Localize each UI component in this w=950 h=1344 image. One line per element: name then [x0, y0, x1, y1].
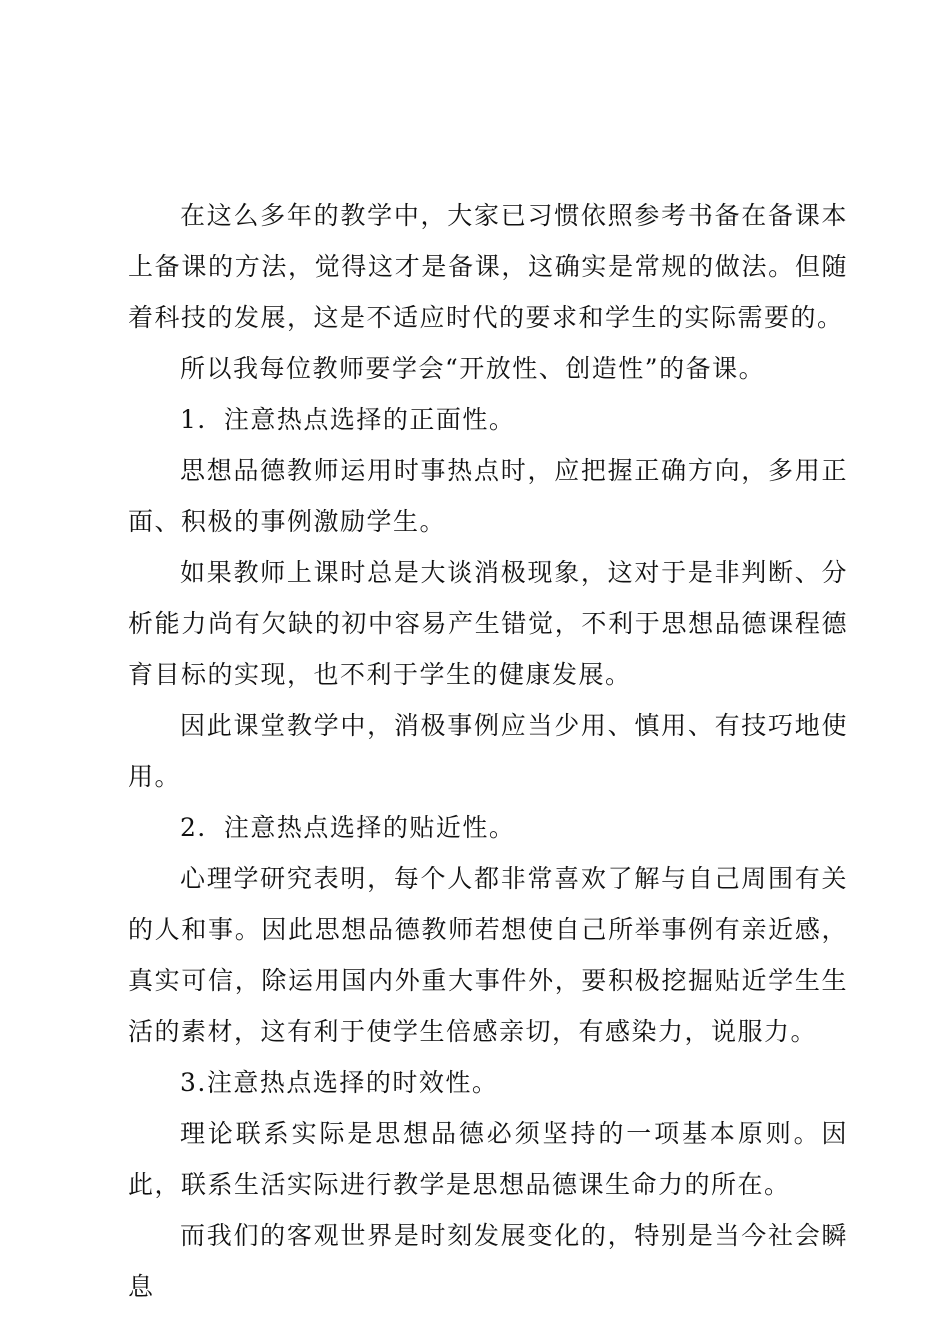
paragraph-use-negatives-carefully: 因此课堂教学中，消极事例应当少用、慎用、有技巧地使用。 [128, 711, 848, 791]
heading-timeliness: 3.注意热点选择的时效性。 [180, 1068, 499, 1097]
paragraph-open-creative-prep: 所以我每位教师要学会“开放性、创造性”的备课。 [180, 354, 766, 383]
heading-positivity: 1．注意热点选择的正面性。 [180, 405, 516, 434]
paragraph-psychology-research: 心理学研究表明，每个人都非常喜欢了解与自己周围有关的人和事。因此思想品德教师若想使自己所举事例有亲近感，真实可信，除运用国内外重大事件外，要积极挖掘贴近学生生活的素材，这有利于使学生倍感亲切，有感染力，说服力。 [128, 864, 848, 1046]
paragraph-changing-world: 而我们的客观世界是时刻发展变化的，特别是当今社会瞬息 [128, 1221, 848, 1301]
document-body [128, 190, 848, 1312]
heading-closeness: 2．注意热点选择的贴近性。 [180, 813, 516, 842]
paragraph-negative-phenomena: 如果教师上课时总是大谈消极现象，这对于是非判断、分析能力尚有欠缺的初中容易产生错觉，不利于思想品德课程德育目标的实现，也不利于学生的健康发展。 [128, 558, 848, 689]
paragraph-theory-practice: 理论联系实际是思想品德必须坚持的一项基本原则。因此，联系生活实际进行教学是思想品德课生命力的所在。 [128, 1119, 848, 1199]
paragraph-positive-examples: 思想品德教师运用时事热点时，应把握正确方向，多用正面、积极的事例激励学生。 [128, 456, 848, 536]
paragraph-lesson-prep-habit: 在这么多年的教学中，大家已习惯依照参考书备在备课本上备课的方法，觉得这才是备课，这确实是常规的做法。但随着科技的发展，这是不适应时代的要求和学生的实际需要的。 [128, 201, 848, 332]
